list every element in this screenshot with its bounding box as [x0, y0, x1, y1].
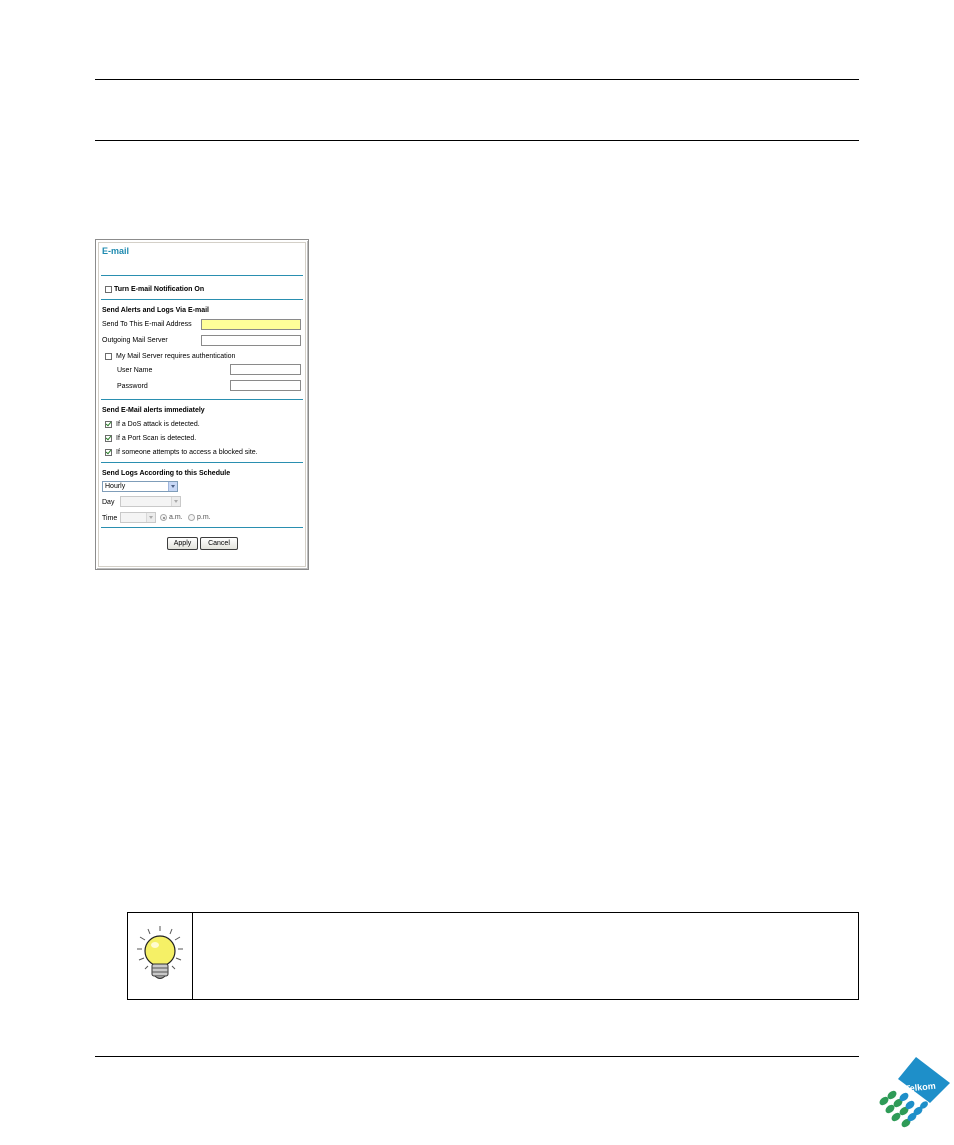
outgoing-server-input[interactable]: [201, 335, 301, 346]
username-label: User Name: [117, 367, 153, 374]
divider: [101, 275, 303, 276]
dos-alert-checkbox[interactable]: [105, 421, 112, 428]
chevron-down-icon: [171, 497, 180, 506]
schedule-frequency-value: Hourly: [105, 483, 126, 490]
port-scan-alert-label: If a Port Scan is detected.: [116, 435, 197, 442]
auth-label: My Mail Server requires authentication: [116, 353, 236, 360]
schedule-frequency-select[interactable]: [102, 481, 178, 492]
password-label: Password: [117, 383, 148, 390]
alerts-section-heading: Send Alerts and Logs Via E-mail: [102, 307, 209, 314]
auth-checkbox[interactable]: [105, 353, 112, 360]
day-label: Day: [102, 499, 115, 506]
divider: [101, 299, 303, 300]
time-select[interactable]: [120, 512, 156, 523]
immediate-section-heading: Send E-Mail alerts immediately: [102, 407, 205, 414]
header-rule-bottom: [95, 140, 859, 141]
port-scan-alert-checkbox[interactable]: [105, 435, 112, 442]
email-settings-panel: [95, 239, 309, 570]
notification-checkbox[interactable]: [105, 286, 112, 293]
footer-rule: [95, 1056, 859, 1057]
send-to-email-input[interactable]: [201, 319, 301, 330]
notification-label: Turn E-mail Notification On: [114, 286, 205, 293]
schedule-section-heading: Send Logs According to this Schedule: [102, 470, 231, 477]
tip-separator: [192, 913, 193, 999]
tip-box: [127, 912, 859, 1000]
send-to-label: Send To This E-mail Address: [102, 321, 192, 328]
day-select[interactable]: [120, 496, 181, 507]
username-input[interactable]: [230, 364, 301, 375]
panel-title: E-mail: [102, 246, 130, 256]
chevron-down-icon: [168, 482, 177, 491]
chevron-down-icon: [146, 513, 155, 522]
pm-label: p.m.: [197, 514, 211, 521]
dos-alert-label: If a DoS attack is detected.: [116, 421, 200, 428]
am-radio[interactable]: [160, 514, 167, 521]
outgoing-server-label: Outgoing Mail Server: [102, 337, 168, 344]
telkom-logo: [874, 1053, 952, 1129]
password-input[interactable]: [230, 380, 301, 391]
time-label: Time: [102, 515, 118, 522]
lightbulb-icon: [136, 925, 184, 987]
blocked-site-alert-label: If someone attempts to access a blocked site.: [116, 449, 258, 456]
divider: [101, 527, 303, 528]
cancel-button[interactable]: Cancel: [200, 537, 238, 550]
pm-radio[interactable]: [188, 514, 195, 521]
apply-button[interactable]: Apply: [167, 537, 198, 550]
divider: [101, 462, 303, 463]
divider: [101, 399, 303, 400]
blocked-site-alert-checkbox[interactable]: [105, 449, 112, 456]
header-rule-top: [95, 79, 859, 80]
logo-text: Telkom: [904, 1080, 937, 1094]
am-label: a.m.: [169, 514, 183, 521]
